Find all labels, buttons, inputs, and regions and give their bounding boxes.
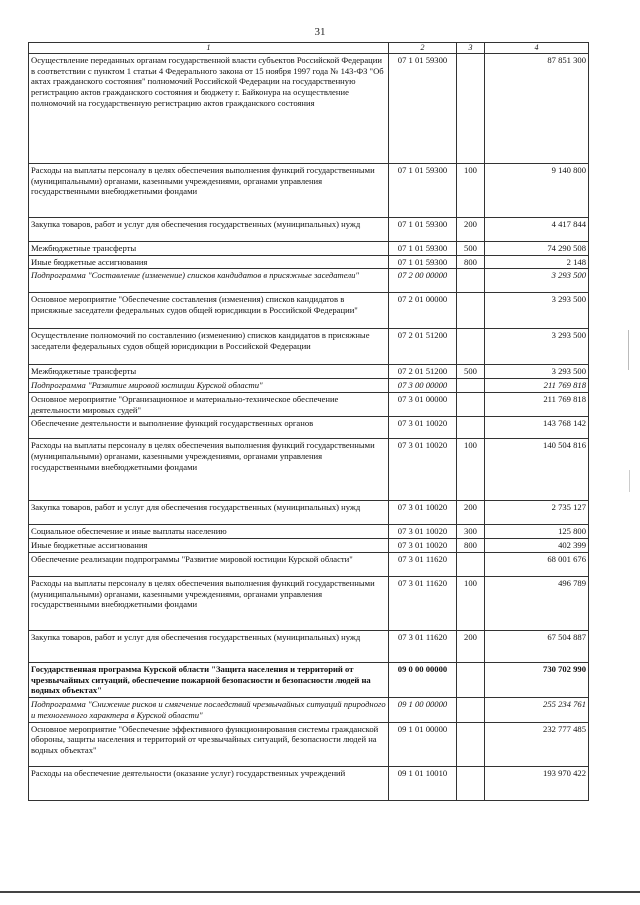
row-name-cell: Обеспечение реализации подпрограммы "Развитие мировой юстиции Курской области" <box>29 552 389 576</box>
row-type-cell: 200 <box>457 218 485 242</box>
table-row <box>29 552 589 576</box>
header-col-code: 2 <box>389 43 457 54</box>
row-amount-cell: 3 293 500 <box>485 365 589 379</box>
table-row <box>29 293 589 329</box>
row-code-cell: 07 2 01 51200 <box>389 329 457 365</box>
row-amount-cell: 9 140 800 <box>485 164 589 218</box>
row-amount-cell: 143 768 142 <box>485 417 589 439</box>
table-row <box>29 218 589 242</box>
row-amount-cell: 3 293 500 <box>485 293 589 329</box>
row-type-cell: 200 <box>457 630 485 662</box>
table-row <box>29 242 589 256</box>
row-type-cell <box>457 766 485 800</box>
row-name-cell: Основное мероприятие "Обеспечение эффективного функционирования системы гражданской обороны, защиты населения и территорий от чрезвычайных ситуаций, безопасности людей на водных объектах" <box>29 722 389 766</box>
bottom-rule <box>0 891 640 893</box>
row-name-cell: Обеспечение деятельности и выполнение функций государственных органов <box>29 417 389 439</box>
row-name-cell: Закупка товаров, работ и услуг для обеспечения государственных (муниципальных) нужд <box>29 218 389 242</box>
row-name-cell: Иные бюджетные ассигнования <box>29 539 389 553</box>
row-type-cell <box>457 722 485 766</box>
table-row <box>29 501 589 525</box>
row-code-cell: 07 1 01 59300 <box>389 218 457 242</box>
row-name-cell: Подпрограмма "Развитие мировой юстиции Курской области" <box>29 379 389 393</box>
header-col-amount: 4 <box>485 43 589 54</box>
table-row <box>29 392 589 416</box>
table-row <box>29 525 589 539</box>
row-type-cell <box>457 662 485 697</box>
row-code-cell: 07 3 01 10020 <box>389 501 457 525</box>
table-row <box>29 439 589 501</box>
row-code-cell: 07 3 01 11620 <box>389 552 457 576</box>
row-type-cell: 200 <box>457 501 485 525</box>
row-type-cell <box>457 392 485 416</box>
row-name-cell: Закупка товаров, работ и услуг для обеспечения государственных (муниципальных) нужд <box>29 501 389 525</box>
row-code-cell: 07 1 01 59300 <box>389 54 457 164</box>
row-code-cell: 07 3 01 10020 <box>389 417 457 439</box>
table-row <box>29 269 589 293</box>
row-code-cell: 07 2 01 00000 <box>389 293 457 329</box>
row-code-cell: 07 3 01 10020 <box>389 525 457 539</box>
row-name-cell: Осуществление полномочий по составлению (изменению) списков кандидатов в присяжные заседатели федеральных судов общей юрисдикции в Российской Федерации <box>29 329 389 365</box>
row-code-cell: 07 2 00 00000 <box>389 269 457 293</box>
row-code-cell: 09 1 01 10010 <box>389 766 457 800</box>
table-row <box>29 698 589 722</box>
row-code-cell: 07 3 01 10020 <box>389 439 457 501</box>
row-amount-cell: 496 789 <box>485 576 589 630</box>
table-row <box>29 662 589 697</box>
budget-table <box>28 42 589 801</box>
row-code-cell: 09 0 00 00000 <box>389 662 457 697</box>
row-name-cell: Расходы на выплаты персоналу в целях обеспечения выполнения функций государственными (муниципальными) органами, казенными учреждениями, органами управления государственными внебюджетными фондами <box>29 164 389 218</box>
row-amount-cell: 255 234 761 <box>485 698 589 722</box>
row-code-cell: 07 3 01 11620 <box>389 630 457 662</box>
row-amount-cell: 87 851 300 <box>485 54 589 164</box>
row-amount-cell: 211 769 818 <box>485 379 589 393</box>
row-amount-cell: 74 290 508 <box>485 242 589 256</box>
row-name-cell: Основное мероприятие "Организационное и материально-техническое обеспечение деятельности мировых судей" <box>29 392 389 416</box>
row-amount-cell: 125 800 <box>485 525 589 539</box>
row-name-cell: Расходы на выплаты персоналу в целях обеспечения выполнения функций государственными (муниципальными) органами, казенными учреждениями, органами управления государственными внебюджетными фондами <box>29 576 389 630</box>
table-row <box>29 576 589 630</box>
row-code-cell: 07 3 01 10020 <box>389 539 457 553</box>
table-row <box>29 164 589 218</box>
row-code-cell: 07 3 01 00000 <box>389 392 457 416</box>
table-row <box>29 630 589 662</box>
table-row <box>29 722 589 766</box>
row-amount-cell: 67 504 887 <box>485 630 589 662</box>
row-code-cell: 09 1 00 00000 <box>389 698 457 722</box>
row-name-cell: Подпрограмма "Составление (изменение) списков кандидатов в присяжные заседатели" <box>29 269 389 293</box>
row-name-cell: Основное мероприятие "Обеспечение составления (изменения) списков кандидатов в присяжные заседатели федеральных судов общей юрисдикции в Российской Федерации" <box>29 293 389 329</box>
table-row <box>29 54 589 164</box>
row-amount-cell: 232 777 485 <box>485 722 589 766</box>
row-name-cell: Закупка товаров, работ и услуг для обеспечения государственных (муниципальных) нужд <box>29 630 389 662</box>
row-name-cell: Иные бюджетные ассигнования <box>29 255 389 269</box>
row-type-cell: 800 <box>457 255 485 269</box>
row-type-cell: 500 <box>457 365 485 379</box>
row-type-cell <box>457 269 485 293</box>
table-header-row <box>29 43 589 54</box>
table-row <box>29 539 589 553</box>
row-name-cell: Государственная программа Курской области "Защита населения и территорий от чрезвычайных ситуаций, обеспечение пожарной безопасности и безопасности людей на водных объектах" <box>29 662 389 697</box>
row-code-cell: 07 2 01 51200 <box>389 365 457 379</box>
row-amount-cell: 2 148 <box>485 255 589 269</box>
table-row <box>29 417 589 439</box>
table-row <box>29 329 589 365</box>
page-number: 31 <box>314 26 326 38</box>
row-type-cell: 800 <box>457 539 485 553</box>
row-amount-cell: 4 417 844 <box>485 218 589 242</box>
row-amount-cell: 68 001 676 <box>485 552 589 576</box>
row-type-cell <box>457 379 485 393</box>
row-code-cell: 07 1 01 59300 <box>389 164 457 218</box>
row-name-cell: Расходы на выплаты персоналу в целях обеспечения выполнения функций государственными (муниципальными) органами, казенными учреждениями, органами управления государственными внебюджетными фондами <box>29 439 389 501</box>
row-type-cell: 100 <box>457 164 485 218</box>
row-name-cell: Расходы на обеспечение деятельности (оказание услуг) государственных учреждений <box>29 766 389 800</box>
row-amount-cell: 140 504 816 <box>485 439 589 501</box>
header-col-name: 1 <box>29 43 389 54</box>
row-code-cell: 07 1 01 59300 <box>389 255 457 269</box>
row-name-cell: Социальное обеспечение и иные выплаты населению <box>29 525 389 539</box>
table-row <box>29 766 589 800</box>
row-type-cell: 100 <box>457 576 485 630</box>
table-row <box>29 365 589 379</box>
row-name-cell: Межбюджетные трансферты <box>29 365 389 379</box>
table-row <box>29 379 589 393</box>
row-type-cell <box>457 698 485 722</box>
row-name-cell: Межбюджетные трансферты <box>29 242 389 256</box>
row-amount-cell: 3 293 500 <box>485 329 589 365</box>
table-body <box>29 54 589 801</box>
header-col-type: 3 <box>457 43 485 54</box>
row-code-cell: 07 3 00 00000 <box>389 379 457 393</box>
row-type-cell: 300 <box>457 525 485 539</box>
row-amount-cell: 2 735 127 <box>485 501 589 525</box>
row-code-cell: 07 1 01 59300 <box>389 242 457 256</box>
row-code-cell: 09 1 01 00000 <box>389 722 457 766</box>
row-name-cell: Осуществление переданных органам государственной власти субъектов Российской Федерации в соответствии с пунктом 1 статьи 4 Федерального закона от 15 ноября 1997 года № 143-ФЗ "Об актах гражданского состояния" полномочий Российской Федерации на государственную регистрацию актов гражданского состояния и бюджету г. Байконура на осуществление полномочий на государственную регистрацию актов гражданского состояния <box>29 54 389 164</box>
row-type-cell <box>457 417 485 439</box>
row-amount-cell: 193 970 422 <box>485 766 589 800</box>
row-name-cell: Подпрограмма "Снижение рисков и смягчение последствий чрезвычайных ситуаций природного и техногенного характера в Курской области" <box>29 698 389 722</box>
row-amount-cell: 402 399 <box>485 539 589 553</box>
row-type-cell <box>457 552 485 576</box>
row-amount-cell: 211 769 818 <box>485 392 589 416</box>
row-amount-cell: 3 293 500 <box>485 269 589 293</box>
row-amount-cell: 730 702 990 <box>485 662 589 697</box>
scan-artifact <box>628 330 629 370</box>
row-type-cell <box>457 329 485 365</box>
scan-artifact <box>629 470 630 492</box>
row-type-cell <box>457 293 485 329</box>
table-row <box>29 255 589 269</box>
row-type-cell <box>457 54 485 164</box>
row-type-cell: 100 <box>457 439 485 501</box>
row-code-cell: 07 3 01 11620 <box>389 576 457 630</box>
row-type-cell: 500 <box>457 242 485 256</box>
